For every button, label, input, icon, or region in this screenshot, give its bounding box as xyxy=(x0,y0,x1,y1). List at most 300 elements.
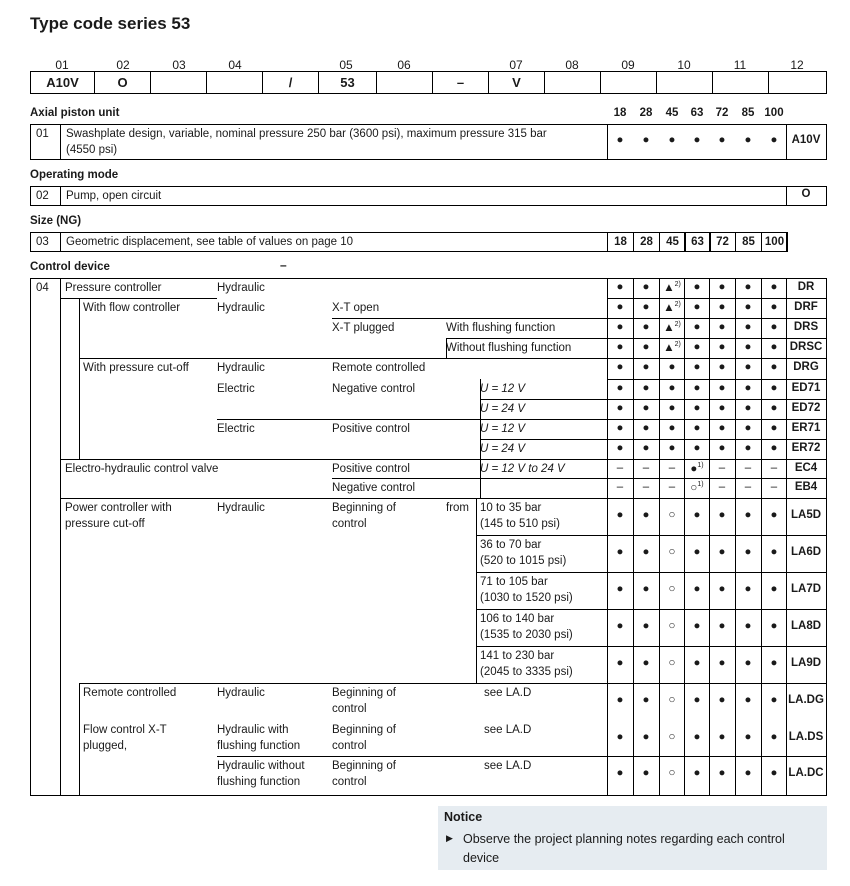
opmode-text: Pump, open circuit xyxy=(66,190,162,202)
control-label: pressure cut-off xyxy=(65,518,145,530)
type-code-box: O xyxy=(94,71,151,94)
mark xyxy=(684,694,710,706)
heading-operating-mode: Operating mode xyxy=(30,169,119,181)
control-variant: X-T plugged xyxy=(332,322,395,334)
control-option: Without flushing function xyxy=(446,342,572,354)
code-DRS: DRS xyxy=(793,321,819,333)
code-DRSC: DRSC xyxy=(789,341,823,353)
axial-mark: ● xyxy=(744,134,752,146)
divider xyxy=(659,278,660,796)
mark xyxy=(709,321,735,333)
mark-symbol: ● xyxy=(718,583,726,595)
rule xyxy=(480,399,827,400)
mark xyxy=(607,361,633,373)
size-header: 18 xyxy=(613,107,627,119)
mark xyxy=(709,694,735,706)
position-number: 11 xyxy=(733,58,747,72)
mark-symbol: ● xyxy=(616,509,624,521)
row-num: 03 xyxy=(36,236,49,248)
mark xyxy=(684,442,710,454)
code-LA9D: LA9D xyxy=(790,657,822,669)
mark xyxy=(633,462,659,474)
size-header: 63 xyxy=(690,107,704,119)
mark xyxy=(761,657,787,669)
rule xyxy=(607,379,827,380)
rule xyxy=(60,298,217,299)
mark-symbol: ● xyxy=(770,694,778,706)
type-code-box: 53 xyxy=(318,71,377,94)
code-LA.DS: LA.DS xyxy=(788,730,824,743)
type-code-box xyxy=(206,71,263,94)
control-type: flushing function xyxy=(217,739,301,752)
mark xyxy=(684,767,710,779)
mark xyxy=(761,341,787,353)
mark xyxy=(761,442,787,454)
mark-symbol: ● xyxy=(693,361,701,373)
mark xyxy=(633,583,659,595)
size-value: 100 xyxy=(761,232,788,252)
mark-symbol: ● xyxy=(770,321,778,333)
mark xyxy=(709,422,735,434)
mark-symbol: ● xyxy=(744,361,752,373)
control-type: Hydraulic xyxy=(217,302,265,314)
rule xyxy=(607,298,827,299)
mark xyxy=(633,767,659,779)
mark-symbol: ● xyxy=(693,546,701,558)
mark-symbol: – xyxy=(616,462,624,474)
mark xyxy=(633,382,659,394)
mark-symbol: ● xyxy=(744,767,752,779)
mark-symbol: ● xyxy=(693,301,701,313)
rule xyxy=(476,535,827,536)
pressure-range-psi: (520 to 1015 psi) xyxy=(480,555,567,567)
mark-symbol: – xyxy=(718,481,726,493)
pressure-range: 71 to 105 bar xyxy=(480,576,548,588)
code-LA7D: LA7D xyxy=(790,583,822,595)
mark-symbol: ● xyxy=(642,402,650,414)
size-header: 85 xyxy=(741,107,755,119)
mark-symbol: ● xyxy=(693,509,701,521)
rule xyxy=(79,358,827,359)
mark xyxy=(761,281,787,293)
footnote: 2) xyxy=(674,321,681,328)
mark-symbol: ● xyxy=(616,341,624,353)
mark xyxy=(607,657,633,669)
mark-symbol: ○ xyxy=(668,583,676,595)
pressure-range: 106 to 140 bar xyxy=(480,613,555,625)
divider xyxy=(480,379,481,498)
footnote: 2) xyxy=(674,301,681,308)
control-from: from xyxy=(446,502,469,514)
mark xyxy=(684,657,710,669)
mark-symbol: ● xyxy=(718,509,726,521)
mark-symbol: ● xyxy=(693,422,701,434)
row-num: 01 xyxy=(36,128,49,140)
mark xyxy=(684,620,710,632)
mark-symbol: – xyxy=(642,481,650,493)
axial-mark: ● xyxy=(642,134,650,146)
mark-symbol: ● xyxy=(744,442,752,454)
mark-symbol: ● xyxy=(616,301,624,313)
mark-symbol: ● xyxy=(616,583,624,595)
type-code-box: A10V xyxy=(30,71,95,94)
code-LA8D: LA8D xyxy=(790,620,822,632)
mark xyxy=(735,361,761,373)
mark xyxy=(684,509,710,521)
position-number: 07 xyxy=(509,58,523,72)
control-variant: Beginning of xyxy=(332,687,396,699)
mark-symbol: ▲ xyxy=(663,341,675,354)
mark xyxy=(735,402,761,414)
mark xyxy=(735,767,761,779)
mark xyxy=(659,731,685,743)
mark xyxy=(761,321,787,333)
mark-symbol: ● xyxy=(642,583,650,595)
code-ED72: ED72 xyxy=(791,402,821,414)
mark-symbol: ○ xyxy=(668,657,676,669)
mark-symbol: ● xyxy=(642,767,650,779)
mark-symbol: ● xyxy=(718,442,726,454)
code-EB4: EB4 xyxy=(794,481,818,493)
mark-symbol: ● xyxy=(693,620,701,632)
control-voltage: U = 24 V xyxy=(480,403,526,415)
mark xyxy=(684,382,710,394)
position-number: 08 xyxy=(565,58,579,72)
mark-symbol: ● xyxy=(744,620,752,632)
control-table-border xyxy=(30,278,827,796)
mark-symbol: – xyxy=(668,462,676,474)
mark xyxy=(659,694,685,706)
mark-symbol: ○ xyxy=(668,694,676,706)
mark xyxy=(607,583,633,595)
mark-symbol: ● xyxy=(693,341,701,353)
mark xyxy=(735,462,761,474)
mark xyxy=(709,546,735,558)
control-type: Hydraulic xyxy=(217,502,265,514)
mark xyxy=(607,341,633,353)
type-code-box xyxy=(544,71,601,94)
mark xyxy=(761,620,787,632)
position-number: 05 xyxy=(339,58,353,72)
mark-symbol: ● xyxy=(616,730,624,743)
type-code-box xyxy=(712,71,769,94)
mark-symbol: ● xyxy=(744,321,752,333)
mark-symbol: ● xyxy=(744,583,752,595)
mark-symbol: ● xyxy=(616,442,624,454)
mark-symbol: ● xyxy=(744,382,752,394)
rule xyxy=(480,439,827,440)
mark xyxy=(735,481,761,493)
type-code-box xyxy=(768,71,827,94)
mark-symbol: ● xyxy=(693,402,701,414)
position-number: 02 xyxy=(116,58,130,72)
footnote: 2) xyxy=(674,341,681,348)
control-type: Hydraulic xyxy=(217,362,265,374)
code-ER72: ER72 xyxy=(791,442,821,454)
control-type: Electric xyxy=(217,383,255,395)
size-header: 28 xyxy=(639,107,653,119)
mark xyxy=(761,583,787,595)
mark xyxy=(735,583,761,595)
notice-text: Observe the project planning notes regarding each control device xyxy=(463,832,785,865)
mark-symbol: ● xyxy=(744,301,752,313)
mark-symbol: ○ xyxy=(668,620,676,632)
mark-symbol: ● xyxy=(693,657,701,669)
mark xyxy=(684,321,710,333)
rule xyxy=(476,646,827,647)
mark xyxy=(709,481,735,493)
control-variant: Beginning of xyxy=(332,723,396,736)
axial-mark: ● xyxy=(668,134,676,146)
mark xyxy=(633,442,659,454)
mark xyxy=(633,546,659,558)
mark-symbol: ● xyxy=(718,341,726,353)
mark xyxy=(633,422,659,434)
mark xyxy=(735,546,761,558)
mark-symbol: ● xyxy=(642,341,650,353)
control-label: With pressure cut-off xyxy=(83,362,189,374)
row-num: 04 xyxy=(36,282,49,294)
mark xyxy=(735,694,761,706)
control-option: With flushing function xyxy=(446,322,556,334)
mark xyxy=(735,281,761,293)
control-variant: control xyxy=(332,518,367,530)
pressure-range: 141 to 230 bar xyxy=(480,650,555,662)
heading-control-device: Control device xyxy=(30,261,110,273)
mark xyxy=(607,462,633,474)
mark xyxy=(607,301,633,313)
mark-symbol: ● xyxy=(668,442,676,454)
rule xyxy=(217,419,827,420)
mark-symbol: ● xyxy=(693,281,701,293)
rule xyxy=(332,478,827,479)
type-code-box xyxy=(376,71,433,94)
mark xyxy=(659,620,685,632)
position-number: 10 xyxy=(677,58,691,72)
mark-symbol: ● xyxy=(616,382,624,394)
mark xyxy=(684,583,710,595)
control-type: Electric xyxy=(217,423,255,435)
mark-symbol: ● xyxy=(718,422,726,434)
mark-symbol: ● xyxy=(642,694,650,706)
mark-symbol: ● xyxy=(616,620,624,632)
control-type: Hydraulic xyxy=(217,282,265,294)
mark-symbol: ● xyxy=(616,321,624,333)
position-number: 12 xyxy=(790,58,804,72)
mark xyxy=(607,481,633,493)
control-voltage: U = 12 V xyxy=(480,383,526,395)
control-label: Electro-hydraulic control valve xyxy=(65,463,219,475)
control-type: Hydraulic with xyxy=(217,723,289,736)
heading-axial: Axial piston unit xyxy=(30,107,120,119)
mark-symbol: ● xyxy=(668,382,676,394)
rule xyxy=(446,338,827,339)
divider xyxy=(60,278,61,796)
mark xyxy=(607,321,633,333)
mark xyxy=(607,767,633,779)
divider xyxy=(735,278,736,796)
mark xyxy=(659,546,685,558)
mark-symbol: ● xyxy=(770,442,778,454)
mark-symbol: ● xyxy=(642,442,650,454)
mark xyxy=(633,657,659,669)
mark-symbol: ● xyxy=(718,301,726,313)
mark xyxy=(607,509,633,521)
mark xyxy=(633,321,659,333)
control-variant: Positive control xyxy=(332,463,410,475)
mark xyxy=(735,321,761,333)
size-value: 63 xyxy=(684,232,711,252)
control-variant: Beginning of xyxy=(332,760,396,772)
mark-symbol: ● xyxy=(616,767,624,779)
control-variant: control xyxy=(332,739,367,752)
mark xyxy=(735,301,761,313)
mark-symbol: – xyxy=(744,481,752,493)
mark xyxy=(709,361,735,373)
mark xyxy=(607,422,633,434)
mark-symbol: ▲ xyxy=(663,321,675,334)
mark-symbol: ● xyxy=(770,583,778,595)
size-text: Geometric displacement, see table of values on page 10 xyxy=(66,236,354,248)
mark xyxy=(607,402,633,414)
mark-symbol: ● xyxy=(744,730,752,743)
divider xyxy=(633,278,634,796)
control-label: Flow control X-T xyxy=(83,723,167,736)
mark xyxy=(633,620,659,632)
mark xyxy=(761,301,787,313)
mark xyxy=(709,767,735,779)
size-header: 45 xyxy=(665,107,679,119)
mark xyxy=(659,509,685,521)
page-title: Type code series 53 xyxy=(30,14,191,33)
mark-symbol: ○ xyxy=(668,730,676,743)
pressure-range-psi: (2045 to 3335 psi) xyxy=(480,666,573,678)
mark xyxy=(684,361,710,373)
control-type: flushing function xyxy=(217,776,301,788)
divider xyxy=(709,278,710,796)
mark xyxy=(659,462,685,474)
code-DR: DR xyxy=(797,281,815,293)
mark xyxy=(633,731,659,743)
mark-symbol: ○ xyxy=(690,481,698,494)
mark-symbol: ● xyxy=(718,546,726,558)
mark-symbol: ● xyxy=(744,657,752,669)
mark xyxy=(761,509,787,521)
mark-symbol: ● xyxy=(616,694,624,706)
axial-text-line2: (4550 psi) xyxy=(66,144,118,156)
control-label: Remote controlled xyxy=(83,687,177,699)
mark xyxy=(659,422,685,434)
mark xyxy=(761,694,787,706)
mark-symbol: ● xyxy=(744,694,752,706)
axial-mark: ● xyxy=(718,134,726,146)
type-code-box xyxy=(600,71,657,94)
mark xyxy=(633,481,659,493)
mark xyxy=(633,301,659,313)
axial-mark: ● xyxy=(693,134,701,146)
mark xyxy=(735,382,761,394)
mark xyxy=(735,422,761,434)
mark-symbol: ● xyxy=(744,509,752,521)
code-A10V: A10V xyxy=(791,134,821,146)
rule xyxy=(79,683,827,684)
rule xyxy=(332,318,827,319)
notice-title: Notice xyxy=(444,810,483,824)
mark-symbol: ● xyxy=(770,620,778,632)
control-label: Power controller with xyxy=(65,502,172,514)
mark xyxy=(633,402,659,414)
mark-symbol: ● xyxy=(616,281,624,293)
rule xyxy=(476,572,827,573)
mark xyxy=(633,694,659,706)
mark-symbol: ● xyxy=(718,620,726,632)
mark xyxy=(709,731,735,743)
see-reference: see LA.D xyxy=(484,760,532,772)
mark-symbol: ● xyxy=(718,281,726,293)
mark xyxy=(735,341,761,353)
mark xyxy=(709,341,735,353)
mark-symbol: ● xyxy=(718,361,726,373)
mark-symbol: ● xyxy=(770,422,778,434)
divider xyxy=(607,278,608,796)
mark xyxy=(659,281,685,294)
divider xyxy=(786,278,787,796)
mark xyxy=(709,462,735,474)
rule xyxy=(60,498,827,499)
divider xyxy=(476,498,477,683)
mark xyxy=(659,402,685,414)
mark xyxy=(735,657,761,669)
mark xyxy=(709,657,735,669)
mark-symbol: ● xyxy=(642,546,650,558)
divider xyxy=(684,278,685,796)
mark-symbol: – xyxy=(642,462,650,474)
type-code-box: – xyxy=(432,71,489,94)
mark-symbol: ○ xyxy=(668,546,676,558)
mark-symbol: ● xyxy=(616,422,624,434)
position-number: 01 xyxy=(55,58,69,72)
size-value: 28 xyxy=(633,232,660,252)
footnote: 1) xyxy=(697,481,704,488)
control-dash: – xyxy=(280,258,287,272)
divider xyxy=(79,298,80,459)
mark xyxy=(684,731,710,743)
mark-symbol: ● xyxy=(770,657,778,669)
mark xyxy=(684,422,710,434)
code-LA.DG: LA.DG xyxy=(788,694,824,706)
code-O: O xyxy=(801,188,811,200)
mark-symbol: ● xyxy=(668,422,676,434)
mark-symbol: ● xyxy=(718,321,726,333)
mark xyxy=(761,462,787,474)
control-variant: control xyxy=(332,703,367,715)
mark xyxy=(684,341,710,353)
mark-symbol: – xyxy=(718,462,726,474)
mark-symbol: ○ xyxy=(668,509,676,521)
mark xyxy=(684,546,710,558)
mark xyxy=(735,442,761,454)
mark xyxy=(607,442,633,454)
pressure-range-psi: (1535 to 2030 psi) xyxy=(480,629,573,641)
code-LA6D: LA6D xyxy=(790,546,822,558)
position-number: 09 xyxy=(621,58,635,72)
mark xyxy=(735,509,761,521)
rule xyxy=(217,756,827,757)
mark-symbol: ● xyxy=(693,382,701,394)
control-voltage: U = 12 V xyxy=(480,423,526,435)
mark xyxy=(659,382,685,394)
mark-symbol: ● xyxy=(770,382,778,394)
